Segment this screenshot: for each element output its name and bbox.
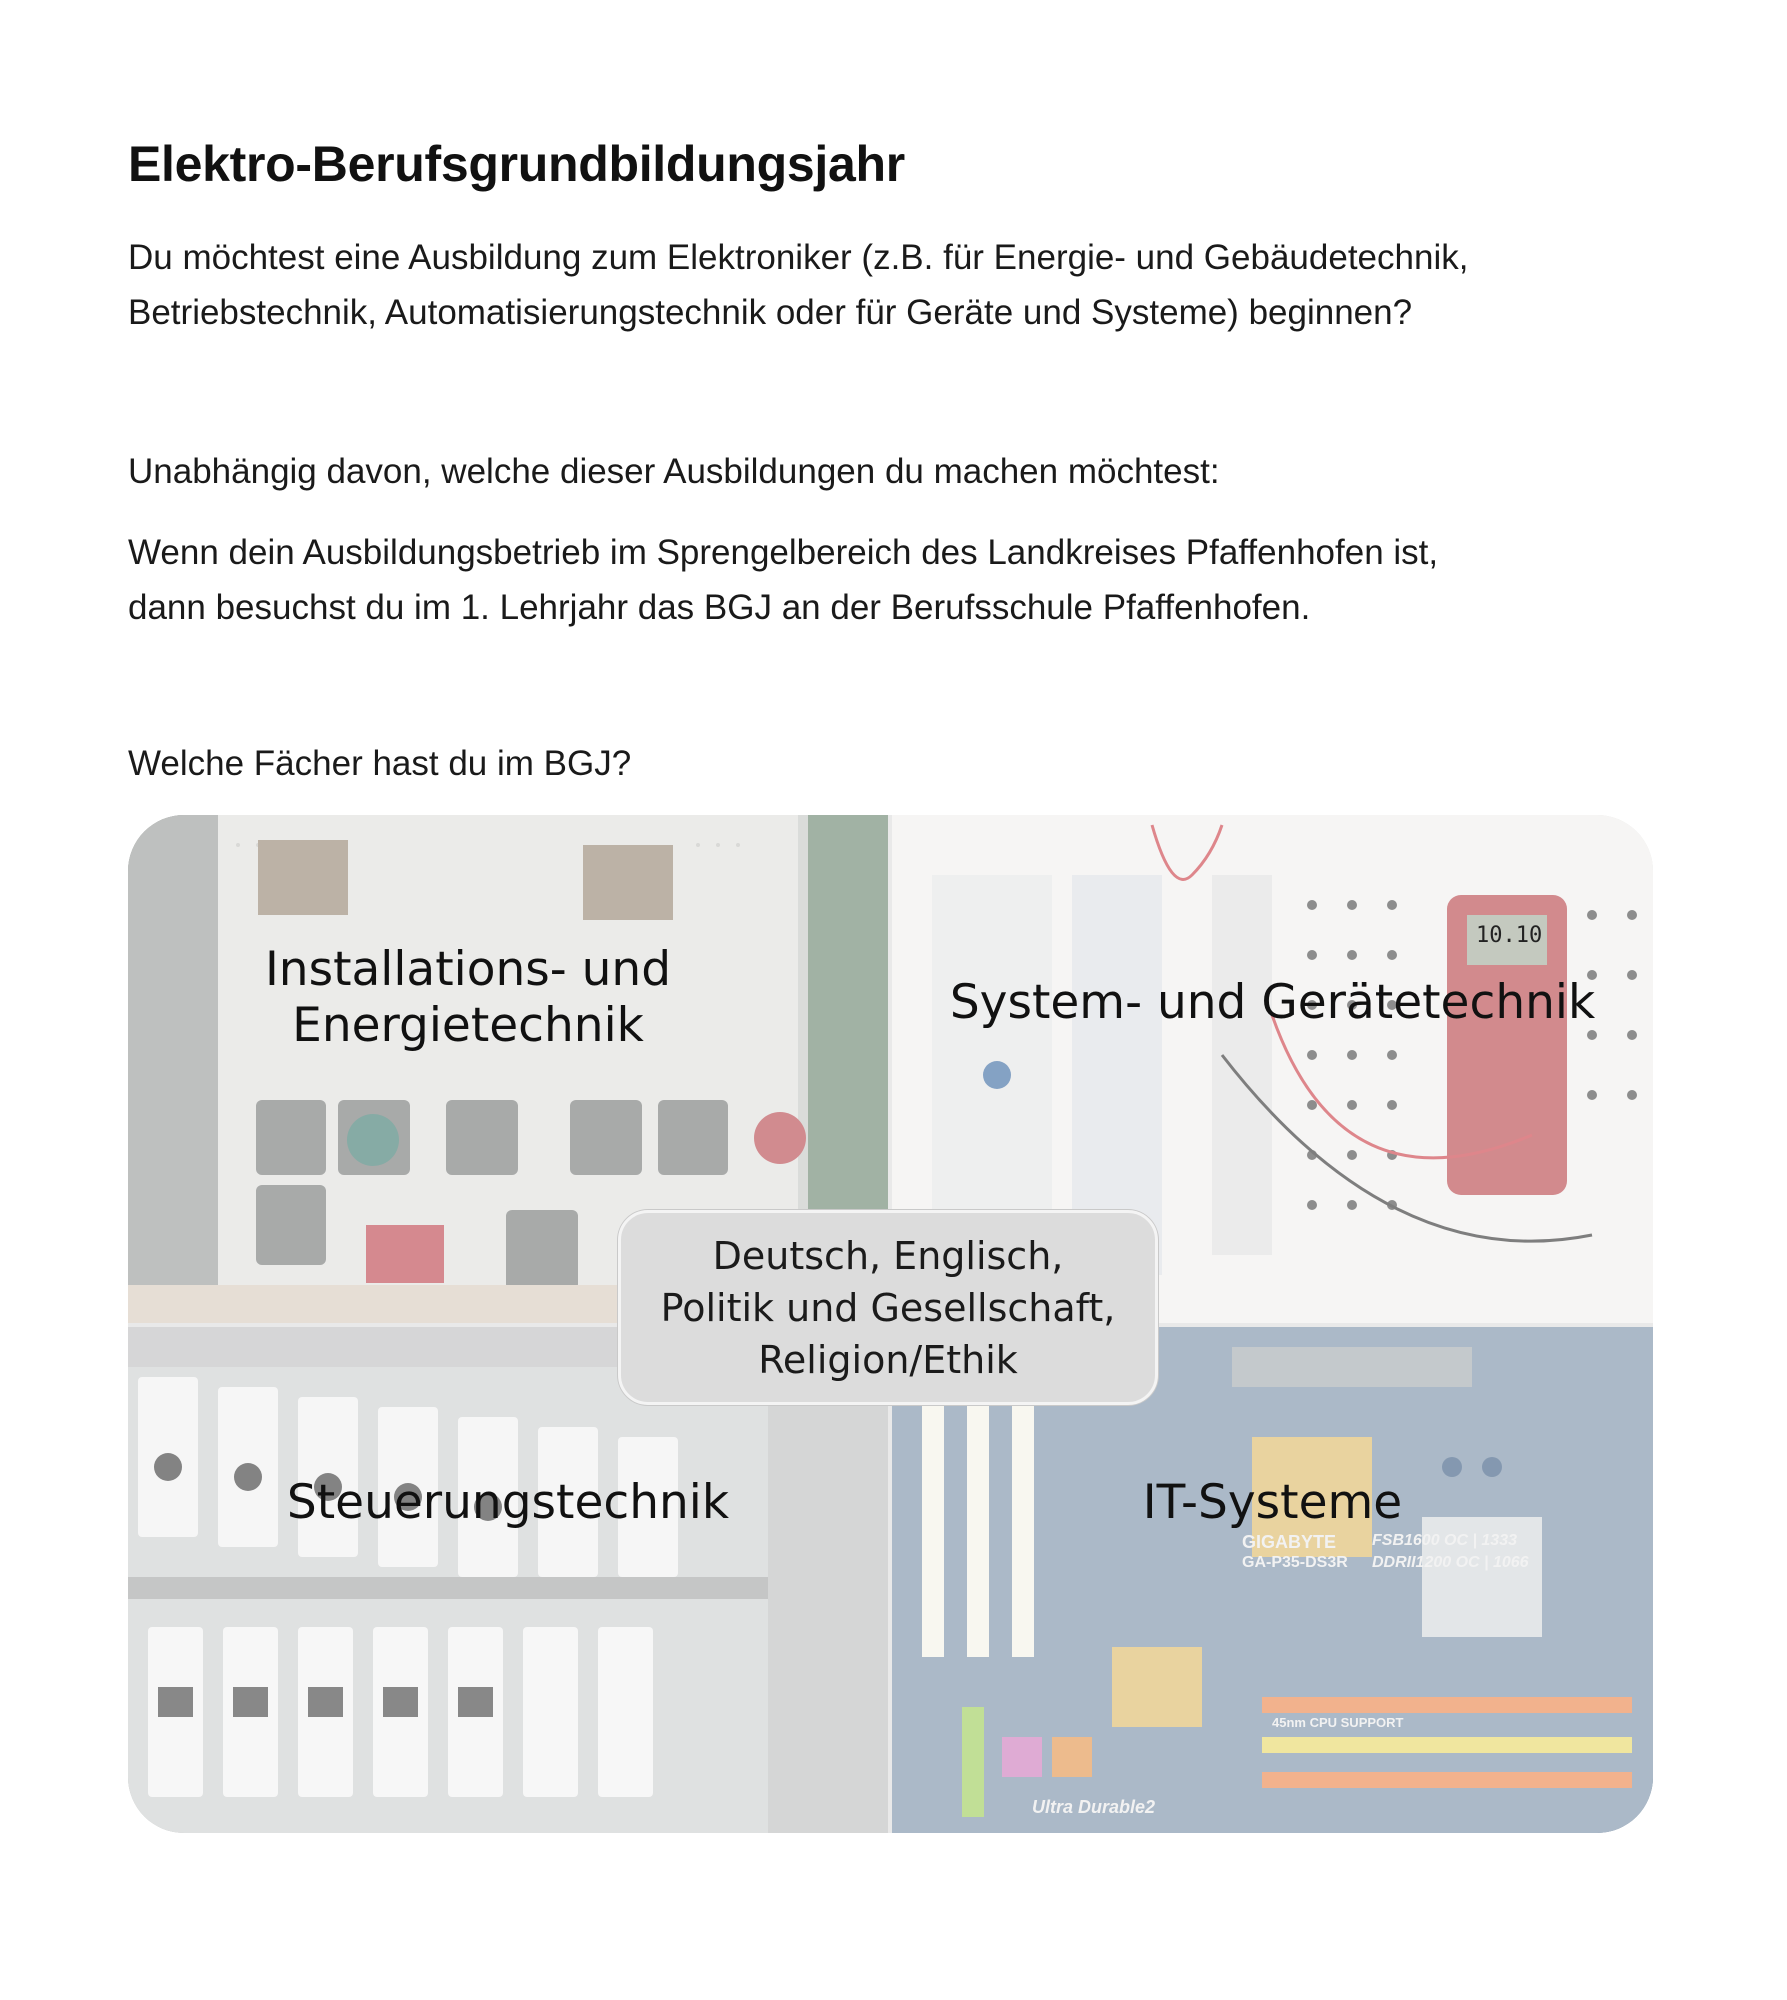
- general-subjects-line-2: Politik und Gesellschaft,: [660, 1285, 1116, 1330]
- system-label: System- und Gerätetechnik: [949, 975, 1596, 1030]
- general-subjects-line-3: Religion/Ethik: [758, 1337, 1018, 1382]
- board-ddr-text: DDRII1200 OC | 1066: [1372, 1554, 1529, 1571]
- general-subjects-box: [618, 1210, 1158, 1405]
- installation-label-line-1: Installations- und: [264, 942, 672, 997]
- subjects-question: Welche Fächer hast du im BGJ?: [128, 744, 632, 783]
- board-model-text: GA-P35-DS3R: [1242, 1554, 1348, 1571]
- it-label: IT-Systeme: [1142, 1475, 1403, 1530]
- intro-line-1: Du möchtest eine Ausbildung zum Elektroniker (z.B. für Energie- und Gebäudetechnik,: [128, 238, 1469, 277]
- board-cpu-text: 45nm CPU SUPPORT: [1272, 1715, 1404, 1730]
- installation-label-line-2: Energietechnik: [292, 998, 644, 1053]
- general-subjects-line-1: Deutsch, Englisch,: [712, 1233, 1064, 1278]
- board-slogan-text: Ultra Durable2: [1032, 1797, 1156, 1817]
- district-paragraph: [128, 525, 1688, 635]
- intro-paragraph: [128, 230, 1688, 340]
- installation-label: [248, 942, 688, 1054]
- control-label: Steuerungstechnik: [286, 1475, 730, 1530]
- district-line-2: dann besuchst du im 1. Lehrjahr das BGJ an der Berufsschule Pfaffenhofen.: [128, 588, 1311, 627]
- page-title: Elektro-Berufsgrundbildungsjahr: [128, 136, 905, 192]
- subjects-collage: [128, 815, 1653, 1833]
- board-brand-text: GIGABYTE: [1242, 1532, 1337, 1552]
- multimeter-display: 10.10: [1476, 923, 1543, 948]
- district-line-1: Wenn dein Ausbildungsbetrieb im Sprengelbereich des Landkreises Pfaffenhofen ist,: [128, 533, 1439, 572]
- board-fsb-text: FSB1600 OC | 1333: [1372, 1532, 1517, 1549]
- intro-line-2: Betriebstechnik, Automatisierungstechnik oder für Geräte und Systeme) beginnen?: [128, 293, 1413, 332]
- independent-paragraph: Unabhängig davon, welche dieser Ausbildungen du machen möchtest:: [128, 452, 1220, 491]
